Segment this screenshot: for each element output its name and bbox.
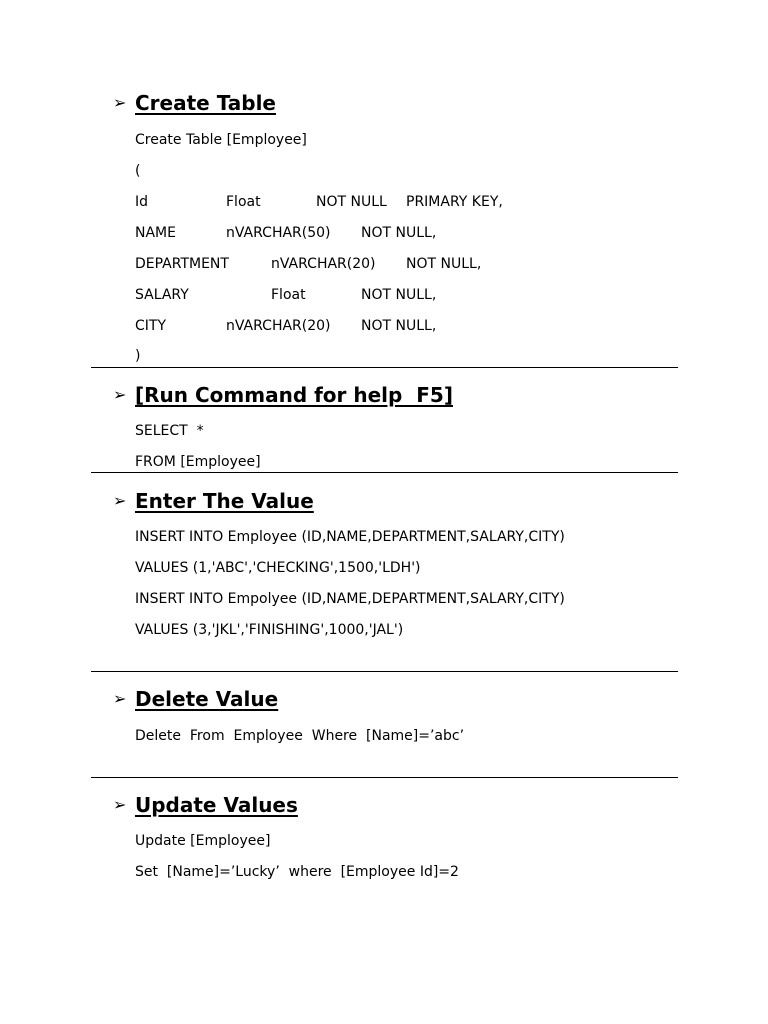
open-paren: ( xyxy=(135,163,141,179)
from-line: FROM [Employee] xyxy=(135,454,261,470)
values-line: VALUES (1,'ABC','CHECKING',1500,'LDH') xyxy=(135,560,421,576)
column-constraint: NOT NULL, xyxy=(406,256,482,272)
column-constraint: NOT NULL, xyxy=(361,287,437,303)
column-key: PRIMARY KEY, xyxy=(406,194,503,210)
column-constraint: NOT NULL xyxy=(316,194,387,210)
column-name: DEPARTMENT xyxy=(135,256,229,272)
column-type: Float xyxy=(271,287,306,303)
column-constraint: NOT NULL, xyxy=(361,225,437,241)
section-divider xyxy=(91,472,678,473)
update-values-heading xyxy=(113,791,298,819)
column-type: Float xyxy=(226,194,261,210)
column-name: Id xyxy=(135,194,149,210)
insert-line: INSERT INTO Empolyee (ID,NAME,DEPARTMENT,SALARY,CITY) xyxy=(135,591,565,607)
set-statement: Set [Name]=’Lucky’ where [Employee Id]=2 xyxy=(135,864,459,880)
create-table-title: Create Table xyxy=(135,91,276,115)
update-values-title: Update Values xyxy=(135,793,298,817)
section-divider xyxy=(91,671,678,672)
run-command-heading xyxy=(113,381,453,409)
values-line: VALUES (3,'JKL','FINISHING',1000,'JAL') xyxy=(135,622,404,638)
section-divider xyxy=(91,367,678,368)
close-paren: ) xyxy=(135,348,141,364)
create-table-statement: Create Table [Employee] xyxy=(135,132,307,148)
create-table-heading xyxy=(113,89,276,117)
enter-value-title: Enter The Value xyxy=(135,489,314,513)
arrow-bullet-icon: ➢ xyxy=(113,385,127,404)
arrow-bullet-icon: ➢ xyxy=(113,491,127,510)
select-line: SELECT * xyxy=(135,423,204,439)
arrow-bullet-icon: ➢ xyxy=(113,689,127,708)
delete-value-heading xyxy=(113,685,278,713)
column-type: nVARCHAR(50) xyxy=(226,225,331,241)
column-name: NAME xyxy=(135,225,176,241)
section-divider xyxy=(91,777,678,778)
arrow-bullet-icon: ➢ xyxy=(113,93,127,112)
column-type: nVARCHAR(20) xyxy=(271,256,376,272)
enter-value-heading xyxy=(113,487,314,515)
update-statement: Update [Employee] xyxy=(135,833,271,849)
arrow-bullet-icon: ➢ xyxy=(113,795,127,814)
delete-statement: Delete From Employee Where [Name]=’abc’ xyxy=(135,728,465,744)
column-name: SALARY xyxy=(135,287,189,303)
column-constraint: NOT NULL, xyxy=(361,318,437,334)
delete-value-title: Delete Value xyxy=(135,687,279,711)
column-type: nVARCHAR(20) xyxy=(226,318,331,334)
column-name: CITY xyxy=(135,318,167,334)
run-command-title: [Run Command for help F5] xyxy=(135,383,453,407)
insert-line: INSERT INTO Employee (ID,NAME,DEPARTMENT,SALARY,CITY) xyxy=(135,529,565,545)
